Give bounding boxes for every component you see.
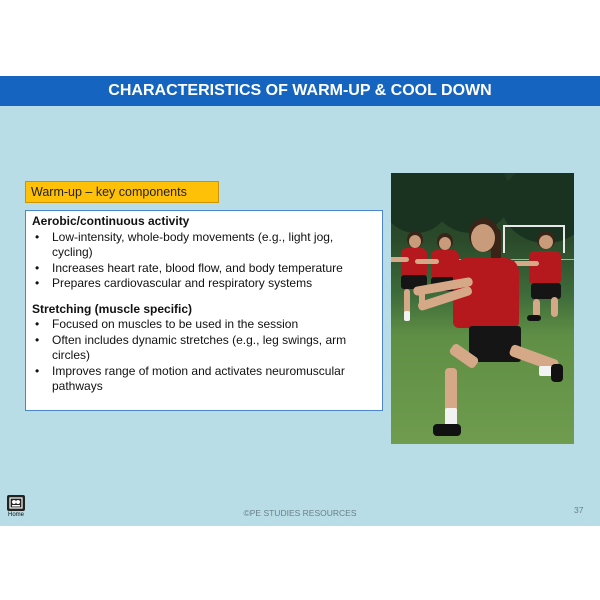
bullet-item: • Prepares cardiovascular and respiratory systems <box>32 276 374 292</box>
bullet-list <box>32 317 374 395</box>
section-label-text: Warm-up – key components <box>31 185 187 199</box>
section-label <box>25 181 219 203</box>
page-number: 37 <box>574 505 584 515</box>
bullet-item: • Increases heart rate, blood flow, and body temperature <box>32 261 374 277</box>
player-figure <box>413 218 563 444</box>
slide <box>0 76 600 526</box>
home-label: Home <box>7 512 24 518</box>
bullet-item: • Focused on muscles to be used in the session <box>32 317 374 333</box>
bullet-item: • Improves range of motion and activates neuromuscular pathways <box>32 364 374 395</box>
slide-title-bar <box>0 76 600 106</box>
footer-copyright: ©PE STUDIES RESOURCES <box>243 508 357 518</box>
section-heading: Stretching (muscle specific) <box>32 301 193 316</box>
bullet-item: • Often includes dynamic stretches (e.g., leg swings, arm circles) <box>32 333 374 364</box>
section-heading: Aerobic/continuous activity <box>32 214 190 228</box>
bullet-list <box>32 230 374 292</box>
slide-title: CHARACTERISTICS OF WARM-UP & COOL DOWN <box>108 82 492 99</box>
warmup-photo <box>391 173 574 444</box>
content-box <box>25 210 383 411</box>
bullet-item: • Low-intensity, whole-body movements (e.g., light jog, cycling) <box>32 230 374 261</box>
